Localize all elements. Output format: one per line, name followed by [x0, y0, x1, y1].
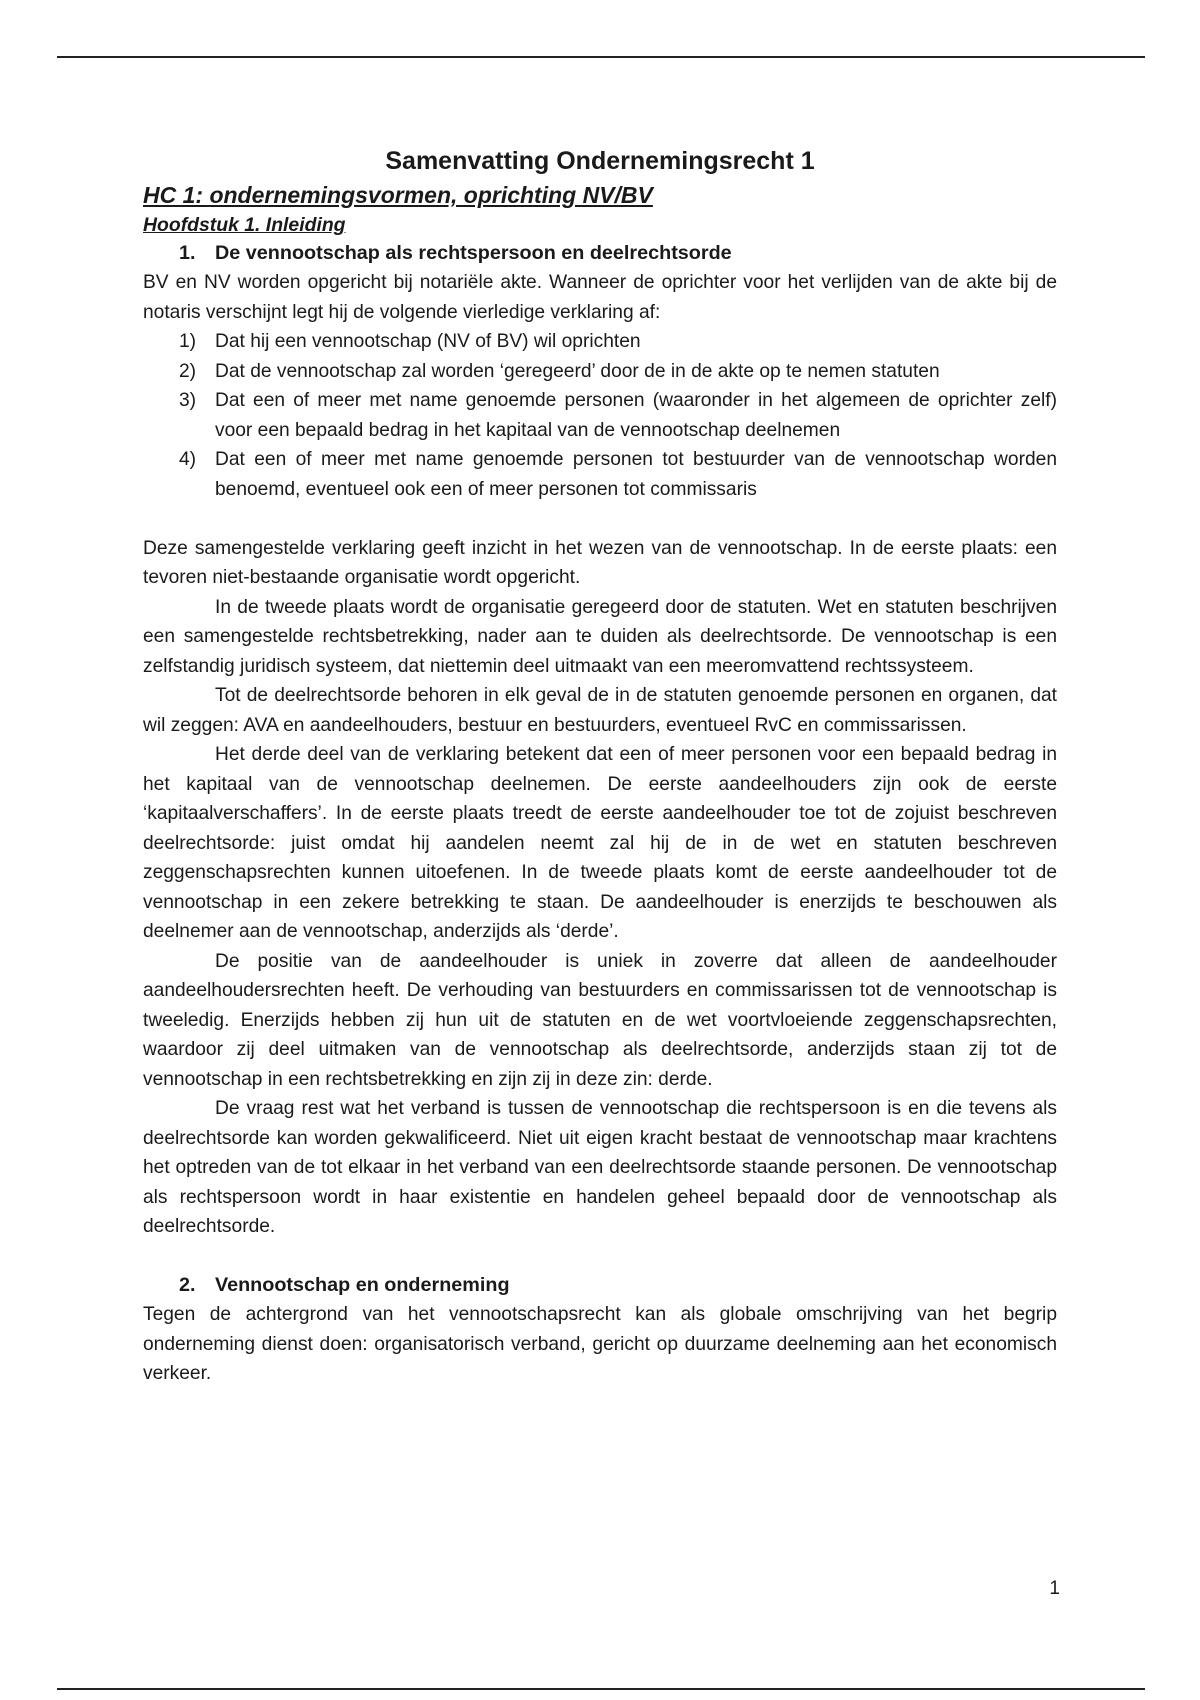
- footer-rule: [57, 1688, 1145, 1690]
- section-2-number: 2.: [179, 1274, 196, 1296]
- section-2-paragraph: Tegen de achtergrond van het vennootschapsrecht kan als globale omschrijving van het begrip onderneming dienst doen: organisatorisch verband, gericht op duurzame deelneming aan het economisch verkeer.: [143, 1304, 1057, 1384]
- section-1-number: 1.: [179, 242, 196, 264]
- body-paragraph: De positie van de aandeelhouder is uniek in zoverre dat alleen de aandeelhouder aandeelhoudersrechten heeft. De verhouding van bestuurders en commissarissen tot de vennootschap is tweeledig. Enerzijds hebben zij hun uit de statuten en de wet voortvloeiende zeggenschapsrechten, waardoor zij deel uitmaken van de vennootschap als deelrechtsorde, anderzijds staan zij tot de vennootschap in een rechtsbetrekking en zijn zij in deze zin: derde.: [143, 950, 1057, 1090]
- list-item-text: Dat de vennootschap zal worden ‘geregeerd’ door de in de akte op te nemen statuten: [215, 360, 940, 382]
- list-item-text: Dat een of meer met name genoemde personen tot bestuurder van de vennootschap worden benoemd, eventueel ook een of meer personen tot commissaris: [215, 449, 1057, 500]
- document-page: [143, 143, 1057, 1389]
- list-item-text: Dat een of meer met name genoemde personen (waaronder in het algemeen de oprichter zelf) voor een bepaald bedrag in het kapitaal van de vennootschap deelnemen: [215, 390, 1057, 441]
- section-1-title: De vennootschap als rechtspersoon en deelrechtsorde: [215, 242, 732, 264]
- body-paragraph: Tot de deelrechtsorde behoren in elk geval de in de statuten genoemde personen en organen, dat wil zeggen: AVA en aandeelhouders, bestuur en bestuurders, eventueel RvC en commissarissen.: [143, 685, 1057, 736]
- body-paragraph: Het derde deel van de verklaring betekent dat een of meer personen voor een bepaald bedrag in het kapitaal van de vennootschap deelnemen. De eerste aandeelhouders zijn ook de eerste ‘kapitaalverschaffers’. In de eerste plaats treedt de eerste aandeelhouder toe tot de zojuist beschreven deelrechtsorde: juist omdat hij aandelen neemt zal hij de in de wet en statuten beschreven zeggenschapsrechten kunnen uitoefenen. In de tweede plaats komt de eerste aandeelhouder tot de vennootschap in een zekere betrekking te staan. De aandeelhouder is enerzijds te beschouwen als deelnemer aan de vennootschap, anderzijds als ‘derde’.: [143, 744, 1057, 942]
- list-item: [143, 327, 1057, 357]
- list-marker: 1): [179, 331, 197, 352]
- lecture-heading: HC 1: ondernemingsvormen, oprichting NV/BV: [143, 182, 653, 208]
- list-item: [143, 386, 1057, 445]
- section-1-intro: BV en NV worden opgericht bij notariële akte. Wanneer de oprichter voor het verlijden van de akte bij de notaris verschijnt legt hij de volgende vierledige verklaring af:: [143, 272, 1057, 323]
- body-paragraph: De vraag rest wat het verband is tussen de vennootschap die rechtspersoon is en die tevens als deelrechtsorde kan worden gekwalificeerd. Niet uit eigen kracht bestaat de vennootschap maar krachtens het optreden van de tot elkaar in het verband van een deelrechtsorde staande personen. De vennootschap als rechtspersoon wordt in haar existentie en handelen geheel bepaald door de vennootschap als deelrechtsorde.: [143, 1098, 1057, 1237]
- declaration-list: [143, 327, 1057, 504]
- body-paragraph: In de tweede plaats wordt de organisatie geregeerd door de statuten. Wet en statuten beschrijven een samengestelde rechtsbetrekking, nader aan te duiden als deelrechtsorde. De vennootschap is een zelfstandig juridisch systeem, dat niettemin deel uitmaakt van een meeromvattend rechtssysteem.: [143, 596, 1057, 677]
- list-marker: 4): [179, 449, 197, 470]
- section-2-heading: [143, 1271, 1057, 1300]
- list-marker: 2): [179, 360, 197, 382]
- list-marker: 3): [179, 390, 197, 411]
- header-rule: [57, 56, 1145, 58]
- page-number: 1: [1049, 1578, 1060, 1599]
- list-item: [143, 445, 1057, 504]
- section-1-heading: [143, 239, 1057, 268]
- section-2-title: Vennootschap en onderneming: [215, 1274, 510, 1296]
- chapter-heading: Hoofdstuk 1. Inleiding: [143, 214, 346, 236]
- document-title: Samenvatting Ondernemingsrecht 1: [385, 147, 815, 175]
- list-item-text: Dat hij een vennootschap (NV of BV) wil oprichten: [215, 331, 641, 352]
- list-item: [143, 357, 1057, 387]
- body-paragraph: Deze samengestelde verklaring geeft inzicht in het wezen van de vennootschap. In de eerste plaats: een tevoren niet-bestaande organisatie wordt opgericht.: [143, 537, 1057, 588]
- spacer: [143, 1242, 1057, 1272]
- spacer: [143, 504, 1057, 534]
